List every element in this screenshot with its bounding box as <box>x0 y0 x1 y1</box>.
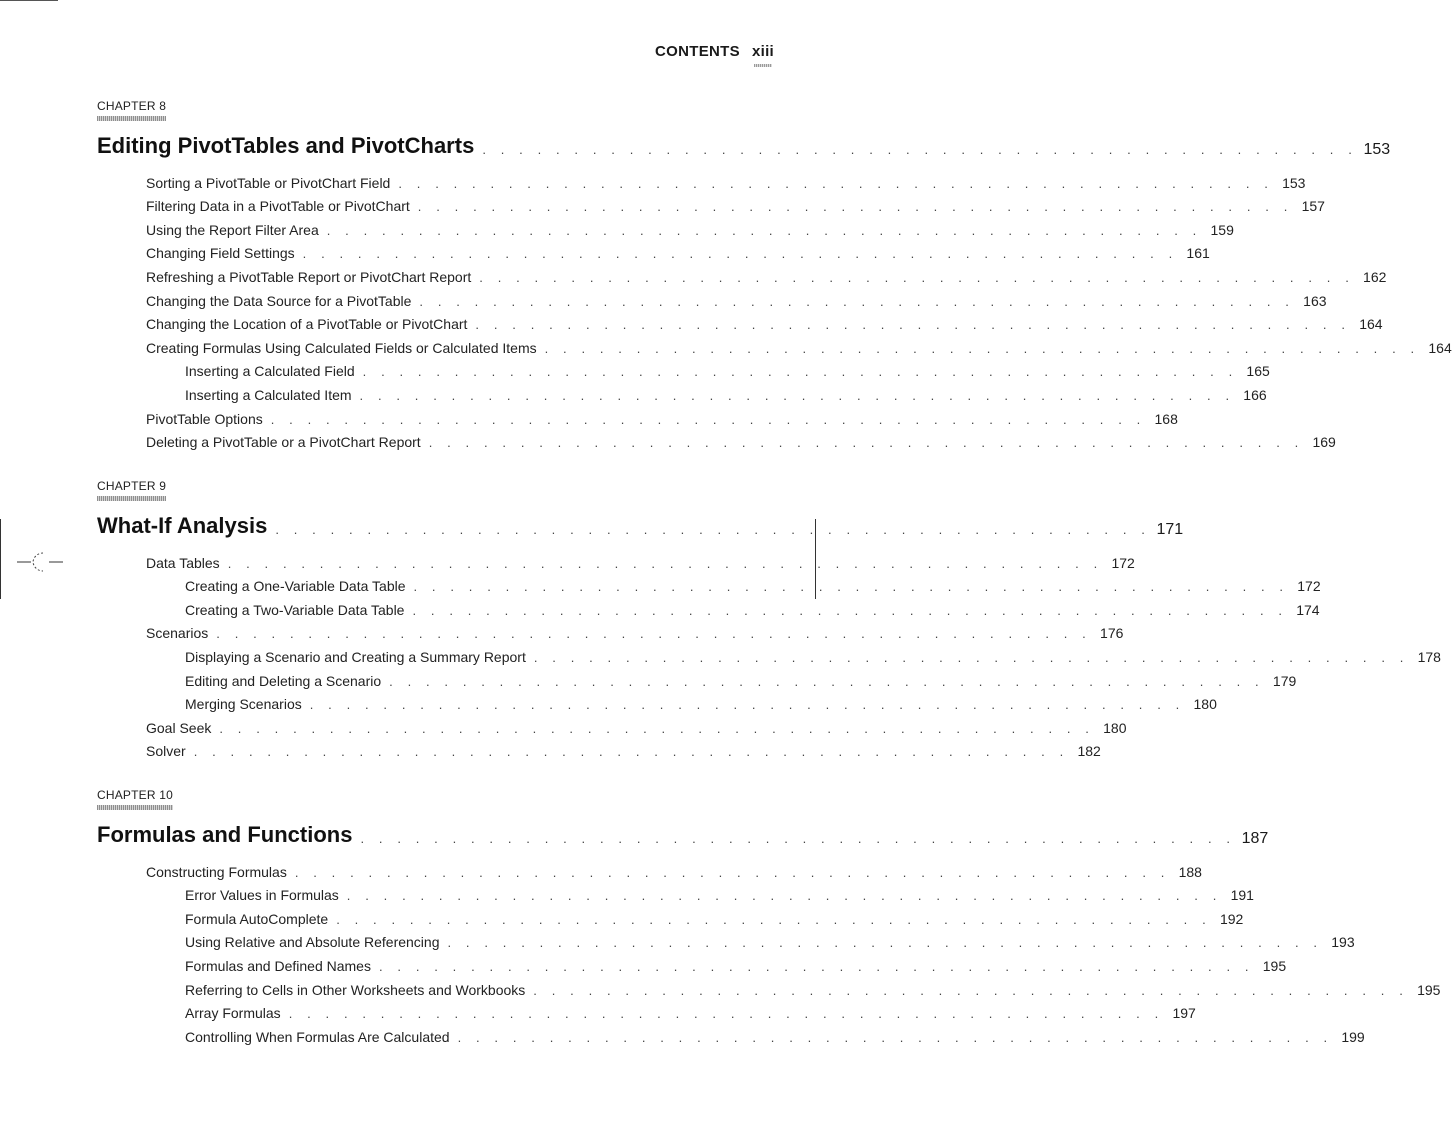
entry-page-number: 168 <box>1154 410 1178 427</box>
toc-entry[interactable] <box>97 427 1336 451</box>
toc-subentry[interactable] <box>97 641 1441 665</box>
toc-entry[interactable] <box>97 214 1234 238</box>
entry-page-number: 191 <box>1230 887 1254 904</box>
left-trim-mark <box>0 519 1 599</box>
entry-page-number: 174 <box>1296 601 1320 618</box>
entry-page-number: 164 <box>1428 339 1452 356</box>
leader-dots: . . . . . . . . . . . . . . . . . . . . . . . . . . . . . . . . . . . . . . . . . . . . . . . . <box>326 222 1202 238</box>
toc-entry[interactable] <box>97 332 1452 356</box>
entry-title: Inserting a Calculated Field <box>185 363 355 380</box>
entry-title: Deleting a PivotTable or a PivotChart Report <box>146 434 421 451</box>
toc-entry[interactable] <box>97 191 1325 215</box>
entry-title: Using the Report Filter Area <box>146 221 319 238</box>
leader-dots: . . . . . . . . . . . . . . . . . . . . . . . . . . . . . . . . . . . . . . . . . . . . . . . . <box>219 720 1095 736</box>
leader-dots: . . . . . . . . . . . . . . . . . . . . . . . . . . . . . . . . . . . . . . . . . . . . . . . . <box>378 958 1255 974</box>
leader-dots: . . . . . . . . . . . . . . . . . . . . . . . . . . . . . . . . . . . . . . . . . . . . . . . . <box>533 982 1409 998</box>
top-rule <box>0 0 58 1</box>
leader-dots: . . . . . . . . . . . . . . . . . . . . . . . . . . . . . . . . . . . . . . . . . . . . . . . . <box>362 364 1238 380</box>
leader-dots: . . . . . . . . . . . . . . . . . . . . . . . . . . . . . . . . . . . . . . . . . . . . . . . . <box>227 555 1103 571</box>
leader-dots: . . . . . . . . . . . . . . . . . . . . . . . . . . . . . . . . . . . . . . . . . . . . . . . . <box>447 935 1323 951</box>
toc-subentry[interactable] <box>97 950 1287 974</box>
entry-title: Using Relative and Absolute Referencing <box>185 934 440 951</box>
toc-subentry[interactable] <box>97 903 1244 927</box>
entry-title: Error Values in Formulas <box>185 887 339 904</box>
toc-subentry[interactable] <box>97 379 1267 403</box>
toc-entry[interactable] <box>97 547 1135 571</box>
entry-title: Creating a One-Variable Data Table <box>185 578 406 595</box>
entry-title: Formula AutoComplete <box>185 910 329 927</box>
toc-subentry[interactable] <box>97 1021 1365 1045</box>
crop-mark-icon <box>17 550 63 574</box>
running-head-page-number: xiii <box>751 43 774 60</box>
chapter-page-number: 153 <box>1363 141 1391 158</box>
toc-subentry[interactable] <box>97 998 1196 1022</box>
toc-subentry[interactable] <box>97 356 1270 380</box>
chapter-label-bar <box>97 805 173 810</box>
chapter-8-section <box>97 99 1452 451</box>
toc-entry[interactable] <box>97 309 1383 333</box>
entry-page-number: 163 <box>1303 292 1327 309</box>
running-head-title: CONTENTS <box>655 43 740 60</box>
leader-dots: . . . . . . . . . . . . . . . . . . . . . . . . . . . . . . . . . . . . . . . . . . . . . . . . <box>216 626 1092 642</box>
toc-subentry[interactable] <box>97 974 1441 998</box>
leader-dots: . . . . . . . . . . . . . . . . . . . . . . . . . . . . . . . . . . . . . . . . . . . . . . . . <box>457 1029 1333 1045</box>
toc-subentry[interactable] <box>97 880 1254 904</box>
entry-page-number: 169 <box>1312 434 1336 451</box>
leader-dots: . . . . . . . . . . . . . . . . . . . . . . . . . . . . . . . . . . . . . . . . . . . . . . . . <box>275 522 1151 537</box>
entry-title: Editing and Deleting a Scenario <box>185 672 382 689</box>
chapter-title: Formulas and Functions <box>97 822 353 847</box>
entry-title: Changing the Location of a PivotTable or PivotChart <box>146 316 468 333</box>
entry-title: Merging Scenarios <box>185 696 302 713</box>
entry-page-number: 195 <box>1417 981 1441 998</box>
entry-title: Creating a Two-Variable Data Table <box>185 601 405 618</box>
entry-title: Inserting a Calculated Item <box>185 386 352 403</box>
entry-title: Changing Field Settings <box>146 245 295 262</box>
toc-subentry[interactable] <box>97 665 1297 689</box>
entry-page-number: 195 <box>1262 957 1287 974</box>
entry-page-number: 157 <box>1301 198 1325 215</box>
entry-page-number: 166 <box>1243 386 1267 403</box>
chapter-title-row[interactable] <box>97 513 1184 539</box>
chapter-label: CHAPTER 10 <box>97 788 174 802</box>
leader-dots: . . . . . . . . . . . . . . . . . . . . . . . . . . . . . . . . . . . . . . . . . . . . . . . . <box>302 246 1178 262</box>
entry-page-number: 192 <box>1219 910 1244 927</box>
entry-title: Displaying a Scenario and Creating a Summary Report <box>185 648 526 665</box>
leader-dots: . . . . . . . . . . . . . . . . . . . . . . . . . . . . . . . . . . . . . . . . . . . . . . . . <box>288 1006 1164 1022</box>
entry-title: Formulas and Defined Names <box>185 957 371 974</box>
leader-dots: . . . . . . . . . . . . . . . . . . . . . . . . . . . . . . . . . . . . . . . . . . . . . . . . <box>398 175 1274 191</box>
entry-page-number: 176 <box>1100 625 1124 642</box>
leader-dots: . . . . . . . . . . . . . . . . . . . . . . . . . . . . . . . . . . . . . . . . . . . . . . . . <box>359 387 1235 403</box>
leader-dots: . . . . . . . . . . . . . . . . . . . . . . . . . . . . . . . . . . . . . . . . . . . . . . . . <box>309 697 1185 713</box>
chapter-label: CHAPTER 9 <box>97 479 167 493</box>
toc-entry[interactable] <box>97 712 1127 736</box>
entry-page-number: 182 <box>1077 743 1101 760</box>
entry-page-number: 161 <box>1186 245 1210 262</box>
entry-title: Scenarios <box>146 625 209 642</box>
chapter-entries <box>97 167 1452 451</box>
entry-page-number: 164 <box>1359 316 1383 333</box>
entry-title: Constructing Formulas <box>146 863 287 880</box>
toc-entry[interactable] <box>97 285 1327 309</box>
toc-entry[interactable] <box>97 856 1202 880</box>
entry-title: Solver <box>146 743 186 760</box>
running-head <box>655 43 774 60</box>
entry-page-number: 193 <box>1331 934 1355 951</box>
leader-dots: . . . . . . . . . . . . . . . . . . . . . . . . . . . . . . . . . . . . . . . . . . . . . . . . <box>479 269 1355 285</box>
leader-dots: . . . . . . . . . . . . . . . . . . . . . . . . . . . . . . . . . . . . . . . . . . . . . . . . <box>413 579 1289 595</box>
entry-title: Controlling When Formulas Are Calculated <box>185 1028 450 1045</box>
entry-page-number: 199 <box>1341 1028 1365 1045</box>
leader-dots: . . . . . . . . . . . . . . . . . . . . . . . . . . . . . . . . . . . . . . . . . . . . . . . . <box>336 911 1212 927</box>
chapter-page-number: 187 <box>1241 830 1269 847</box>
entry-page-number: 179 <box>1272 672 1297 689</box>
entry-title: Filtering Data in a PivotTable or PivotChart <box>146 198 410 215</box>
leader-dots: . . . . . . . . . . . . . . . . . . . . . . . . . . . . . . . . . . . . . . . . . . . . . . . . <box>544 340 1420 356</box>
entry-title: Refreshing a PivotTable Report or PivotChart Report <box>146 268 472 285</box>
entry-title: Referring to Cells in Other Worksheets and Workbooks <box>185 981 526 998</box>
toc-entry[interactable] <box>97 238 1210 262</box>
entry-title: Goal Seek <box>146 719 212 736</box>
chapter-page-number: 171 <box>1156 521 1184 538</box>
leader-dots: . . . . . . . . . . . . . . . . . . . . . . . . . . . . . . . . . . . . . . . . . . . . . . . . <box>294 864 1170 880</box>
leader-dots: . . . . . . . . . . . . . . . . . . . . . . . . . . . . . . . . . . . . . . . . . . . . . . . . <box>360 831 1236 846</box>
chapter-label-bar <box>97 116 166 121</box>
leader-dots: . . . . . . . . . . . . . . . . . . . . . . . . . . . . . . . . . . . . . . . . . . . . . . . . <box>533 649 1409 665</box>
leader-dots: . . . . . . . . . . . . . . . . . . . . . . . . . . . . . . . . . . . . . . . . . . . . . . . . <box>419 293 1295 309</box>
leader-dots: . . . . . . . . . . . . . . . . . . . . . . . . . . . . . . . . . . . . . . . . . . . . . . . . <box>193 744 1069 760</box>
leader-dots: . . . . . . . . . . . . . . . . . . . . . . . . . . . . . . . . . . . . . . . . . . . . . . . . <box>417 199 1293 215</box>
chapter-label-bar <box>97 496 166 501</box>
leader-dots: . . . . . . . . . . . . . . . . . . . . . . . . . . . . . . . . . . . . . . . . . . . . . . . . <box>482 142 1358 157</box>
entry-title: PivotTable Options <box>146 410 263 427</box>
entry-page-number: 172 <box>1297 578 1321 595</box>
chapter-entries <box>97 547 1441 760</box>
leader-dots: . . . . . . . . . . . . . . . . . . . . . . . . . . . . . . . . . . . . . . . . . . . . . . . . <box>428 435 1304 451</box>
entry-page-number: 180 <box>1193 696 1217 713</box>
entry-title: Creating Formulas Using Calculated Fields or Calculated Items <box>146 339 537 356</box>
entry-page-number: 162 <box>1363 268 1387 285</box>
toc-entry[interactable] <box>97 403 1178 427</box>
entry-title: Changing the Data Source for a PivotTable <box>146 292 412 309</box>
entry-title: Sorting a PivotTable or PivotChart Field <box>146 174 391 191</box>
entry-page-number: 197 <box>1172 1005 1196 1022</box>
leader-dots: . . . . . . . . . . . . . . . . . . . . . . . . . . . . . . . . . . . . . . . . . . . . . . . . <box>412 602 1288 618</box>
chapter-title: Editing PivotTables and PivotCharts <box>97 133 475 158</box>
chapter-entries <box>97 856 1441 1045</box>
toc-subentry[interactable] <box>97 689 1217 713</box>
running-head-underline <box>754 64 772 67</box>
toc-subentry[interactable] <box>97 594 1320 618</box>
chapter-10-section <box>97 788 1441 1045</box>
entry-page-number: 165 <box>1246 363 1270 380</box>
entry-page-number: 172 <box>1111 554 1135 571</box>
entry-title: Array Formulas <box>185 1005 281 1022</box>
toc-subentry[interactable] <box>97 571 1321 595</box>
entry-page-number: 178 <box>1417 648 1441 665</box>
entry-title: Data Tables <box>146 554 220 571</box>
entry-page-number: 159 <box>1210 221 1234 238</box>
leader-dots: . . . . . . . . . . . . . . . . . . . . . . . . . . . . . . . . . . . . . . . . . . . . . . . . <box>346 888 1222 904</box>
toc-entry[interactable] <box>97 618 1124 642</box>
chapter-label: CHAPTER 8 <box>97 99 167 113</box>
entry-page-number: 188 <box>1178 863 1202 880</box>
leader-dots: . . . . . . . . . . . . . . . . . . . . . . . . . . . . . . . . . . . . . . . . . . . . . . . . <box>270 411 1146 427</box>
entry-page-number: 180 <box>1103 719 1127 736</box>
entry-page-number: 153 <box>1282 174 1306 191</box>
leader-dots: . . . . . . . . . . . . . . . . . . . . . . . . . . . . . . . . . . . . . . . . . . . . . . . . <box>475 317 1351 333</box>
chapter-9-section <box>97 479 1441 760</box>
chapter-title-row[interactable] <box>97 822 1269 848</box>
toc-entry[interactable] <box>97 736 1101 760</box>
toc-entry[interactable] <box>97 167 1306 191</box>
toc-entry[interactable] <box>97 261 1387 285</box>
leader-dots: . . . . . . . . . . . . . . . . . . . . . . . . . . . . . . . . . . . . . . . . . . . . . . . . <box>389 673 1265 689</box>
chapter-title-row[interactable] <box>97 133 1391 159</box>
chapter-title: What-If Analysis <box>97 513 268 538</box>
toc-subentry[interactable] <box>97 927 1355 951</box>
